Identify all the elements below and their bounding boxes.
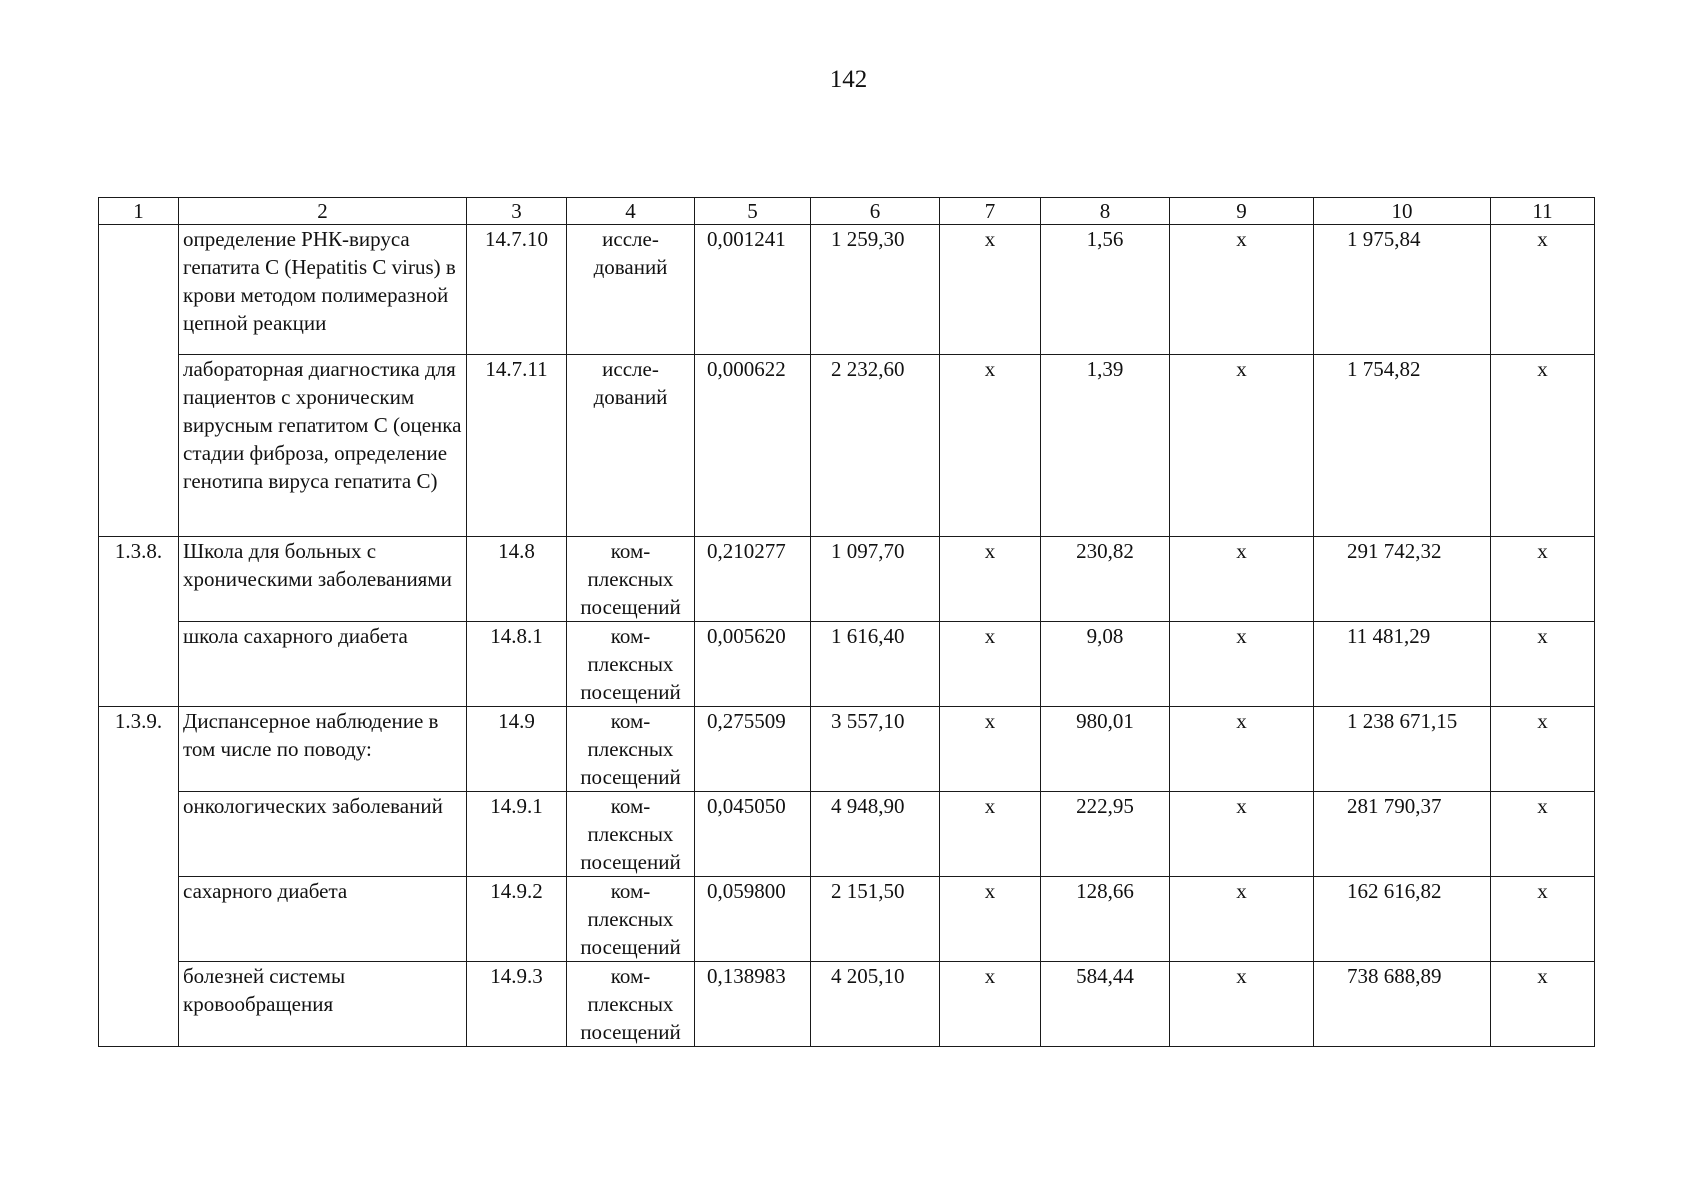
cost-norm-cell: 2 232,60 (811, 355, 940, 537)
code-cell: 14.9.1 (467, 792, 567, 877)
col-7-cell: х (940, 792, 1041, 877)
unit-cell: ком- плексных посещений (567, 537, 695, 622)
cost-norm-cell: 4 205,10 (811, 962, 940, 1047)
header-cell: 11 (1491, 198, 1595, 225)
per-capita-cell: 584,44 (1041, 962, 1170, 1047)
row-number-cell: 1.3.8. (99, 537, 179, 707)
code-cell: 14.9.3 (467, 962, 567, 1047)
service-name-cell: определение РНК-вируса гепатита С (Hepatitis C virus) в крови методом полимеразной цепной реакции (179, 225, 467, 355)
per-capita-cell: 1,39 (1041, 355, 1170, 537)
col-11-cell: х (1491, 792, 1595, 877)
cost-norm-cell: 3 557,10 (811, 707, 940, 792)
code-cell: 14.8 (467, 537, 567, 622)
code-cell: 14.7.11 (467, 355, 567, 537)
cost-norm-cell: 1 259,30 (811, 225, 940, 355)
col-11-cell: х (1491, 707, 1595, 792)
code-cell: 14.7.10 (467, 225, 567, 355)
total-cost-cell: 1 238 671,15 (1314, 707, 1491, 792)
unit-cell: ком- плексных посещений (567, 792, 695, 877)
table-row (99, 537, 1595, 622)
total-cost-cell: 1 975,84 (1314, 225, 1491, 355)
per-capita-cell: 222,95 (1041, 792, 1170, 877)
volume-norm-cell: 0,275509 (695, 707, 811, 792)
per-capita-cell: 128,66 (1041, 877, 1170, 962)
unit-cell: ком- плексных посещений (567, 622, 695, 707)
cost-norm-cell: 1 616,40 (811, 622, 940, 707)
header-cell: 7 (940, 198, 1041, 225)
header-cell: 8 (1041, 198, 1170, 225)
col-7-cell: х (940, 355, 1041, 537)
cost-norm-cell: 1 097,70 (811, 537, 940, 622)
header-cell: 9 (1170, 198, 1314, 225)
unit-cell: ком- плексных посещений (567, 707, 695, 792)
code-cell: 14.9.2 (467, 877, 567, 962)
header-cell: 1 (99, 198, 179, 225)
table-body (99, 198, 1595, 1047)
header-row (99, 198, 1595, 225)
unit-cell: иссле- дований (567, 355, 695, 537)
volume-norm-cell: 0,138983 (695, 962, 811, 1047)
total-cost-cell: 738 688,89 (1314, 962, 1491, 1047)
volume-norm-cell: 0,059800 (695, 877, 811, 962)
volume-norm-cell: 0,001241 (695, 225, 811, 355)
volume-norm-cell: 0,000622 (695, 355, 811, 537)
total-cost-cell: 11 481,29 (1314, 622, 1491, 707)
col-9-cell: х (1170, 225, 1314, 355)
col-11-cell: х (1491, 962, 1595, 1047)
col-9-cell: х (1170, 792, 1314, 877)
code-cell: 14.9 (467, 707, 567, 792)
col-7-cell: х (940, 877, 1041, 962)
service-name-cell: Диспансерное наблюдение в том числе по поводу: (179, 707, 467, 792)
service-name-cell: онкологических заболеваний (179, 792, 467, 877)
service-name-cell: школа сахарного диабета (179, 622, 467, 707)
volume-norm-cell: 0,210277 (695, 537, 811, 622)
total-cost-cell: 281 790,37 (1314, 792, 1491, 877)
table-row (99, 792, 1595, 877)
volume-norm-cell: 0,005620 (695, 622, 811, 707)
service-name-cell: лабораторная диагностика для пациентов с хроническим вирусным гепатитом С (оценка стадии фиброза, определение генотипа вируса гепатита С) (179, 355, 467, 537)
table-row (99, 225, 1595, 355)
cost-norm-cell: 2 151,50 (811, 877, 940, 962)
header-cell: 10 (1314, 198, 1491, 225)
cost-norm-cell: 4 948,90 (811, 792, 940, 877)
header-cell: 6 (811, 198, 940, 225)
table-row (99, 707, 1595, 792)
col-9-cell: х (1170, 355, 1314, 537)
code-cell: 14.8.1 (467, 622, 567, 707)
col-11-cell: х (1491, 622, 1595, 707)
table-row (99, 877, 1595, 962)
col-9-cell: х (1170, 962, 1314, 1047)
col-9-cell: х (1170, 622, 1314, 707)
col-7-cell: х (940, 225, 1041, 355)
unit-cell: иссле- дований (567, 225, 695, 355)
unit-cell: ком- плексных посещений (567, 877, 695, 962)
col-9-cell: х (1170, 877, 1314, 962)
col-7-cell: х (940, 537, 1041, 622)
total-cost-cell: 291 742,32 (1314, 537, 1491, 622)
per-capita-cell: 230,82 (1041, 537, 1170, 622)
col-9-cell: х (1170, 707, 1314, 792)
total-cost-cell: 162 616,82 (1314, 877, 1491, 962)
col-9-cell: х (1170, 537, 1314, 622)
header-cell: 2 (179, 198, 467, 225)
table-row (99, 962, 1595, 1047)
header-cell: 5 (695, 198, 811, 225)
volume-norm-cell: 0,045050 (695, 792, 811, 877)
col-7-cell: х (940, 962, 1041, 1047)
col-7-cell: х (940, 707, 1041, 792)
per-capita-cell: 980,01 (1041, 707, 1170, 792)
col-11-cell: х (1491, 877, 1595, 962)
table-row (99, 622, 1595, 707)
page-number: 142 (829, 66, 868, 93)
table-row (99, 355, 1595, 537)
service-name-cell: болезней системы кровообращения (179, 962, 467, 1047)
row-number-cell (99, 225, 179, 537)
service-name-cell: Школа для больных с хроническими заболеваниями (179, 537, 467, 622)
service-name-cell: сахарного диабета (179, 877, 467, 962)
total-cost-cell: 1 754,82 (1314, 355, 1491, 537)
per-capita-cell: 1,56 (1041, 225, 1170, 355)
col-11-cell: х (1491, 537, 1595, 622)
col-11-cell: х (1491, 225, 1595, 355)
tariff-table (98, 197, 1595, 1047)
unit-cell: ком- плексных посещений (567, 962, 695, 1047)
row-number-cell: 1.3.9. (99, 707, 179, 1047)
col-7-cell: х (940, 622, 1041, 707)
per-capita-cell: 9,08 (1041, 622, 1170, 707)
header-cell: 4 (567, 198, 695, 225)
col-11-cell: х (1491, 355, 1595, 537)
header-cell: 3 (467, 198, 567, 225)
